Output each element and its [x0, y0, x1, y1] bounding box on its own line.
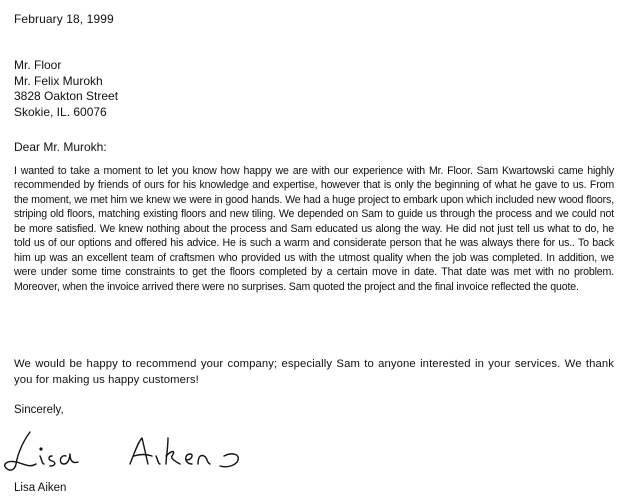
recipient-address: [14, 58, 118, 120]
signer-name: Lisa Aiken: [14, 482, 67, 494]
recipient-line-name: Mr. Felix Murokh: [14, 73, 103, 88]
salutation: Dear Mr. Murokh:: [14, 140, 107, 154]
body-paragraph-2: We would be happy to recommend your company; especially Sam to anyone interested in your services. We thank you for making us happy customers!: [14, 358, 614, 386]
closing: Sincerely,: [14, 404, 64, 416]
recipient-line-street: 3828 Oakton Street: [14, 89, 119, 103]
letter-date: February 18, 1999: [14, 12, 114, 26]
recipient-line-city: Skokie, IL. 60076: [14, 104, 107, 119]
body-paragraph-1: I wanted to take a moment to let you know how happy we are with our experience with Mr. Floor. Sam Kwartowski came highly recommended by friends of ours for his knowledge and expertise, however that is only the beginning of what he gave to us. From the moment, we met him we knew we were in good hands. We had a huge project to embark upon which included new wood floors, striping old floors, matching existing floors and new tiling. We depended on Sam to guide us through the process and we could not be more satisfied. We knew nothing about the process and Sam educated us along the way. He did not just tell us what to do, he told us of our options and offered his advice. He is such a warm and considerate person that he was always there for us.. To back him up was an excellent team of craftsmen who provided us with the utmost quality when the job was completed. In addition, we were under some time constraints to get the floors completed by a certain move in date. That date was met with no problem. Moreover, when the invoice arrived there were no surprises. Sam quoted the project and the final invoice reflected the quote.: [14, 165, 614, 293]
handwritten-signature: [0, 418, 270, 480]
recipient-line-company: Mr. Floor: [14, 58, 62, 72]
